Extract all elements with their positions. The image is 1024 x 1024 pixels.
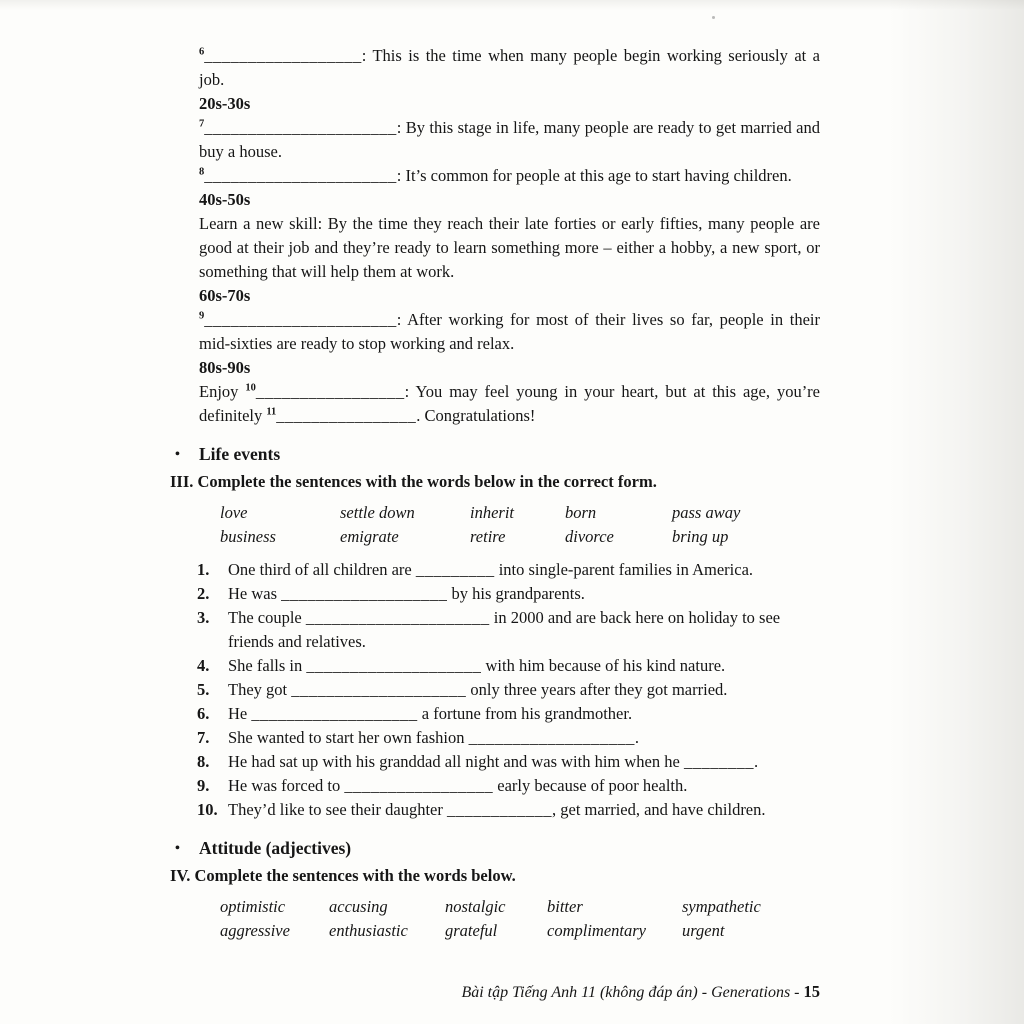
sentence-item (197, 654, 820, 678)
text-run: One third of all children are (228, 560, 416, 579)
text-run: . Congratulations! (416, 406, 536, 425)
footer-book-title: Bài tập Tiếng Anh 11 (không đáp án) - Generations - (461, 984, 804, 1001)
sentence-item (197, 582, 820, 606)
word-bank-exercise-4 (220, 895, 820, 943)
sentence-number: 1. (197, 560, 210, 579)
sentence-text (228, 726, 820, 750)
word-bank-row (220, 501, 820, 525)
word-bank-item: divorce (565, 527, 614, 546)
sentence-number: 4. (197, 656, 210, 675)
stage-item-8 (199, 164, 820, 188)
sentence-text (228, 678, 820, 702)
superscript-number: 10 (245, 382, 256, 394)
sentence-item (197, 798, 820, 822)
word-bank-exercise-3 (220, 501, 820, 549)
sentence-number: 7. (197, 728, 210, 747)
scan-edge-shading-top (0, 0, 1024, 10)
word-bank-item: inherit (470, 503, 514, 522)
text-run: into single-parent families in America. (494, 560, 754, 579)
word-bank-item: settle down (340, 503, 415, 522)
exercise-3-sentences (197, 558, 820, 822)
fill-in-blank-line: __________________ (204, 46, 362, 65)
sentence-number: 5. (197, 680, 210, 699)
sentence-item (197, 702, 820, 726)
text-run: He had sat up with his granddad all night and was with him when he (228, 752, 684, 771)
word-bank-row (220, 525, 820, 549)
fill-in-blank-line: _________ (415, 560, 495, 579)
word-bank-item: sympathetic (682, 897, 761, 916)
fill-in-blank-line: ______________________ (204, 310, 397, 329)
word-bank-item: bring up (672, 527, 729, 546)
word-bank-item: urgent (682, 921, 725, 940)
superscript-number: 9 (199, 310, 205, 322)
word-bank-item: born (565, 503, 597, 522)
sentence-text (228, 558, 820, 582)
fill-in-blank-line: ________ (683, 752, 754, 771)
stage-heading-60s-70s: 60s-70s (199, 286, 251, 305)
fill-in-blank-line: ____________________ (291, 680, 467, 699)
sentence-item (197, 606, 820, 654)
fill-in-blank-line: ______________________ (204, 166, 397, 185)
text-run: early because of poor health. (493, 776, 688, 795)
fill-in-blank-line: ___________________ (251, 704, 418, 723)
sentence-text (228, 702, 820, 726)
text-run: . (753, 752, 759, 771)
life-stages-section (199, 44, 820, 428)
word-bank-item: complimentary (547, 921, 646, 940)
exercise-3-instruction: III. Complete the sentences with the words below in the correct form. (170, 472, 657, 491)
text-run: , get married, and have children. (552, 800, 766, 819)
sentence-text (228, 774, 820, 798)
text-run: Enjoy (199, 382, 246, 401)
fill-in-blank-line: ___________________ (468, 728, 635, 747)
scan-edge-shading-right (889, 0, 1024, 1024)
text-run: They got (228, 680, 292, 699)
sentence-text (228, 606, 820, 654)
fill-in-blank-line: ________________ (276, 406, 417, 425)
word-bank-item: optimistic (220, 897, 286, 916)
superscript-number: 11 (266, 406, 277, 418)
sentence-text (228, 654, 820, 678)
sentence-number: 3. (197, 608, 210, 627)
word-bank-row (220, 895, 820, 919)
sentence-number: 10. (197, 800, 218, 819)
text-run: : By this stage in life, many people are ready to get married and buy a house. (199, 118, 820, 161)
stage-item-enjoy (199, 380, 820, 428)
word-bank-item: love (220, 503, 248, 522)
fill-in-blank-line: _____________________ (305, 608, 490, 627)
section-heading-life-events (170, 442, 820, 467)
word-bank-item: retire (470, 527, 506, 546)
word-bank-row (220, 919, 820, 943)
fill-in-blank-line: _________________ (255, 382, 405, 401)
text-run: : This is the time when many people begin working seriously at a job. (199, 46, 820, 89)
sentence-number: 6. (197, 704, 210, 723)
scan-artifact-speck (712, 16, 715, 19)
word-bank-item: nostalgic (445, 897, 506, 916)
sentence-item (197, 726, 820, 750)
word-bank-item: business (220, 527, 276, 546)
sentence-text (228, 750, 820, 774)
text-run: He was forced to (228, 776, 345, 795)
text-run: He (228, 704, 252, 723)
sentence-number: 2. (197, 584, 210, 603)
stage-heading-20s-30s: 20s-30s (199, 94, 251, 113)
exercise-4-instruction: IV. Complete the sentences with the words below. (170, 866, 516, 885)
sentence-text (228, 582, 820, 606)
word-bank-item: bitter (547, 897, 583, 916)
word-bank-item: enthusiastic (329, 921, 408, 940)
bullet-icon: • (175, 447, 180, 462)
text-run: They’d like to see their daughter (228, 800, 448, 819)
sentence-item (197, 558, 820, 582)
word-bank-item: accusing (329, 897, 388, 916)
sentence-text (228, 798, 820, 822)
footer-page-number: 15 (803, 982, 820, 1001)
text-run: : After working for most of their lives so far, people in their mid-sixties are ready to stop working and relax. (199, 310, 820, 353)
sentence-item (197, 750, 820, 774)
text-run: She falls in (228, 656, 307, 675)
text-run: He was (228, 584, 282, 603)
stage-heading-80s-90s: 80s-90s (199, 358, 251, 377)
word-bank-item: grateful (445, 921, 498, 940)
word-bank-item: pass away (672, 503, 741, 522)
text-run: : It’s common for people at this age to start having children. (396, 166, 792, 185)
text-run: She wanted to start her own fashion (228, 728, 469, 747)
stage-item-7 (199, 116, 820, 164)
text-run: The couple (228, 608, 306, 627)
stage-item-9 (199, 308, 820, 356)
word-bank-item: emigrate (340, 527, 399, 546)
section-heading-attitude (170, 836, 820, 861)
sentence-item (197, 774, 820, 798)
stage-heading-40s-50s: 40s-50s (199, 190, 251, 209)
fill-in-blank-line: _________________ (344, 776, 494, 795)
fill-in-blank-line: ____________ (447, 800, 553, 819)
text-run: . (634, 728, 639, 747)
text-run: only three years after they got married. (466, 680, 728, 699)
stage-item-learn-skill (199, 212, 820, 284)
superscript-number: 7 (199, 118, 205, 130)
sentence-item (197, 678, 820, 702)
text-run: with him because of his kind nature. (481, 656, 726, 675)
text-run: : You may feel young in your heart, but at this age, you’re definitely (199, 382, 821, 425)
workbook-page (170, 44, 820, 952)
page-footer (170, 982, 820, 1002)
fill-in-blank-line: ______________________ (204, 118, 397, 137)
section-title: Attitude (adjectives) (199, 838, 352, 858)
text-run: by his grandparents. (447, 584, 585, 603)
sentence-number: 9. (197, 776, 210, 795)
stage-item-6 (199, 44, 820, 92)
text-run: Learn a new skill: By the time they reach their late forties or early fifties, many people are good at their job and they’re ready to learn something more – either a hobby, a new sport, or something that will help them at work. (199, 214, 820, 281)
bullet-icon: • (175, 841, 180, 856)
text-run: a fortune from his grandmother. (417, 704, 633, 723)
section-title: Life events (199, 444, 281, 464)
superscript-number: 8 (199, 166, 205, 178)
word-bank-item: aggressive (220, 921, 290, 940)
sentence-number: 8. (197, 752, 210, 771)
text-run: in 2000 and are back here on holiday to see friends and relatives. (228, 608, 781, 651)
superscript-number: 6 (199, 46, 205, 58)
fill-in-blank-line: ____________________ (306, 656, 482, 675)
fill-in-blank-line: ___________________ (281, 584, 448, 603)
